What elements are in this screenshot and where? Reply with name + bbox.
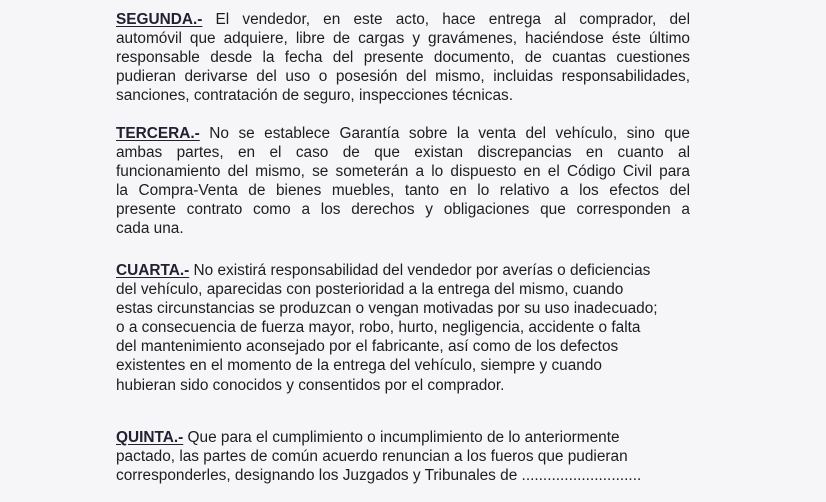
clause-quinta — [116, 428, 690, 485]
clause-line: presente contrato como a los derechos y obligaciones que corresponden a — [116, 201, 690, 219]
clause-line: corresponderles, designando los Juzgados y Tribunales de ............................ — [116, 467, 642, 485]
clause-line: sanciones, contratación de seguro, inspecciones técnicas. — [116, 87, 513, 105]
clause-heading: TERCERA.- — [116, 125, 200, 142]
clause-line — [116, 261, 690, 280]
clause-line: o a consecuencia de fuerza mayor, robo, hurto, negligencia, accidente o falta — [116, 319, 641, 337]
clause-tercera — [116, 124, 690, 239]
clause-text: Que para el cumplimiento o incumplimiento de lo anteriormente — [183, 429, 620, 446]
clause-heading: CUARTA.- — [116, 262, 190, 279]
clause-text: No existirá responsabilidad del vendedor por averías o deficiencias — [189, 262, 651, 279]
clause-segunda — [116, 10, 690, 105]
clause-line: del mantenimiento aconsejado por el fabricante, así como de los defectos — [116, 338, 619, 356]
clause-line: hubieran sido conocidos y consentidos por el comprador. — [116, 376, 505, 394]
clause-heading: SEGUNDA.- — [116, 11, 203, 28]
clause-line: del vehículo, aparecidas con posterioridad a la entrega del mismo, cuando — [116, 281, 624, 299]
clause-line — [116, 428, 690, 447]
clause-cuarta — [116, 261, 690, 395]
clause-line: existentes en el momento de la entrega del vehículo, siempre y cuando — [116, 357, 602, 375]
clause-line: responsable desde la fecha del presente documento, de cuantas cuestiones — [116, 49, 690, 67]
clause-line: cada una. — [116, 220, 184, 238]
clause-line: pactado, las partes de común acuerdo renuncian a los fueros que pudieran — [116, 448, 628, 466]
clause-line: ambas partes, en el caso de que existan discrepancias en cuanto al — [116, 144, 690, 162]
clause-line: automóvil que adquiere, libre de cargas y gravámenes, haciéndose éste último — [116, 30, 690, 48]
clause-line: pudieran derivarse del uso o posesión del mismo, incluidas responsabilidades, — [116, 68, 690, 86]
clause-line: funcionamiento del mismo, se someterán a lo dispuesto en el Código Civil para — [116, 163, 690, 181]
clause-text: El vendedor, en este acto, hace entrega al comprador, del — [202, 11, 690, 28]
clause-line: estas circunstancias se produzcan o vengan motivadas por su uso inadecuado; — [116, 300, 658, 318]
clause-heading: QUINTA.- — [116, 429, 184, 446]
clause-text: No se establece Garantía sobre la venta del vehículo, sino que — [199, 125, 690, 142]
clause-line: la Compra-Venta de bienes muebles, tanto en lo relativo a los efectos del — [116, 182, 690, 200]
clause-line — [116, 124, 690, 143]
clause-line — [116, 10, 690, 29]
